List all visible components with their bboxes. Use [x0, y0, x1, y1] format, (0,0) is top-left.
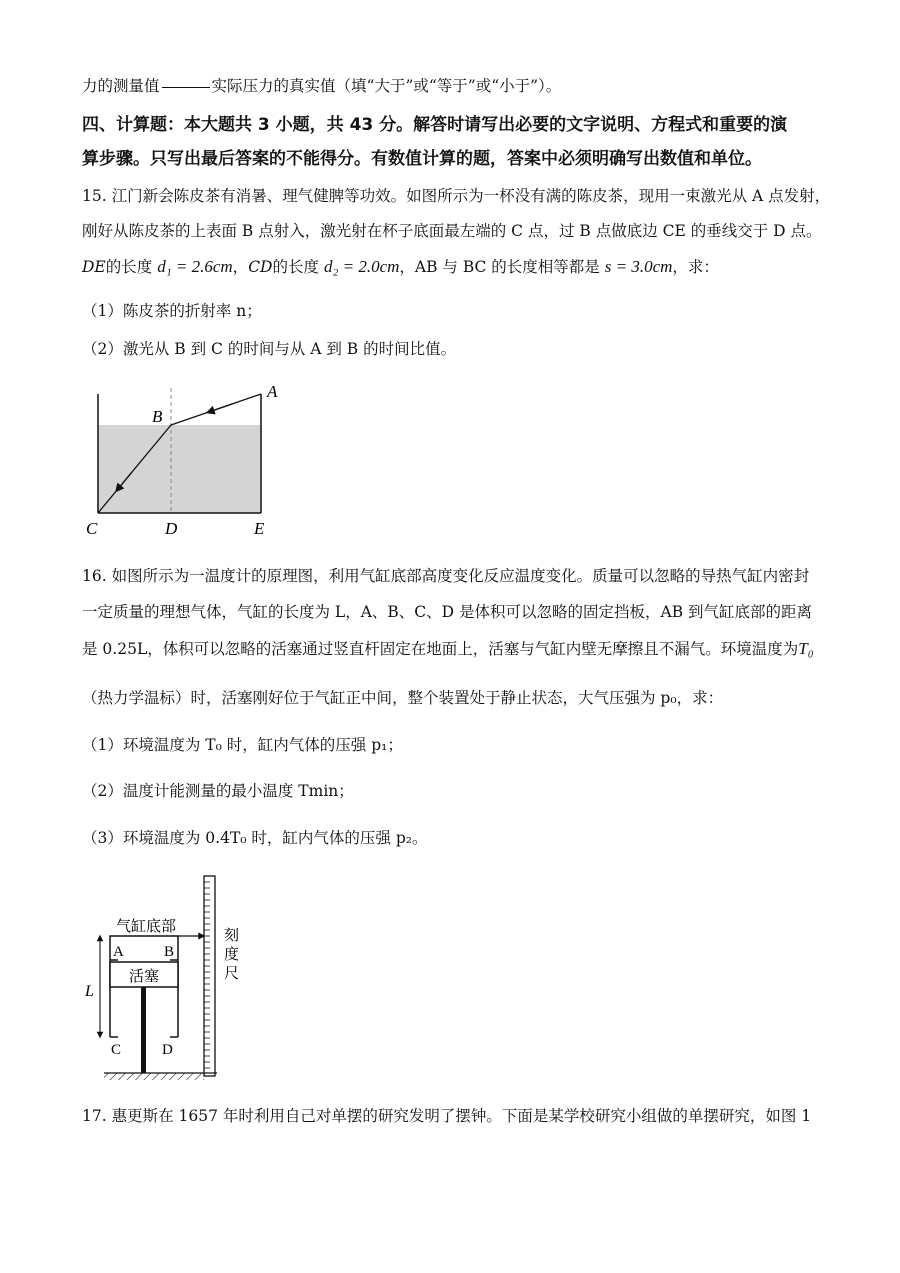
s-value: s = 3.0cm — [604, 257, 673, 276]
label-ruler-2: 度 — [224, 947, 240, 963]
label-piston: 活塞 — [129, 969, 160, 985]
q15-part2: （2）激光从 B 到 C 的时间与从 A 到 B 的时间比值。 — [82, 340, 457, 358]
label-stop-c: C — [111, 1042, 122, 1058]
label-b: B — [152, 407, 163, 426]
q16-line4: （热力学温标）时，活塞刚好位于气缸正中间，整个装置处于静止状态，大气压强为 p₀，求： — [82, 689, 724, 707]
label-d: D — [165, 519, 178, 538]
section-header-line2: 算步骤。只写出最后答案的不能得分。有数值计算的题，答案中必须明确写出数值和单位。 — [82, 149, 762, 169]
label-stop-b: B — [164, 944, 175, 960]
q15-figure — [82, 380, 292, 545]
q16-part2: （2）温度计能测量的最小温度 Tmin； — [82, 782, 354, 800]
answer-blank[interactable] — [162, 86, 210, 88]
q15-line3: DE的长度 d₁ = 2.6cm，CD的长度 d₂ = 2.0cm，AB 与 BC 的长度相等都是 s = 3.0cm，求： — [82, 257, 719, 276]
q16-line2: 一定质量的理想气体，气缸的长度为 L，A、B、C、D 是体积可以忽略的固定挡板，AB 到气缸底部的距离 — [82, 603, 813, 621]
ground-hatch — [104, 1073, 204, 1080]
tea-liquid — [98, 425, 261, 513]
q16-part1: （1）环境温度为 T₀ 时，缸内气体的压强 p₁； — [82, 736, 403, 754]
scale-ruler — [204, 876, 215, 1076]
label-ruler-1: 刻 — [224, 928, 240, 944]
q15-line1: 15. 江门新会陈皮茶有消暑、理气健脾等功效。如图所示为一杯没有满的陈皮茶，现用一束激光从 A 点发射， — [82, 187, 831, 205]
label-stop-d: D — [162, 1042, 173, 1058]
label-length: L — [85, 983, 94, 1000]
label-cylinder-bottom: 气缸底部 — [116, 919, 177, 935]
q16-figure — [82, 870, 257, 1085]
d1-value: d₁ = 2.6cm — [157, 257, 233, 276]
label-ruler-3: 尺 — [224, 966, 240, 982]
label-stop-a: A — [113, 944, 124, 960]
d2-value: d₂ = 2.0cm — [323, 257, 400, 276]
label-a: A — [267, 382, 278, 401]
q17-line1: 17. 惠更斯在 1657 年时利用自己对单摆的研究发明了摆钟。下面是某学校研究小组做的单摆研究，如图 1 — [82, 1107, 812, 1125]
section-header-line1: 四、计算题：本大题共 3 小题，共 43 分。解答时请写出必要的文字说明、方程式和重要的演 — [82, 115, 788, 135]
top-line: 力的测量值 实际压力的真实值（填“大于”或“等于”或“小于”）。 — [82, 77, 562, 95]
label-e: E — [254, 519, 265, 538]
ray-ab-arrow — [210, 404, 232, 412]
q15-line2: 刚好从陈皮茶的上表面 B 点射入，激光射在杯子底面最左端的 C 点，过 B 点做底边 CE 的垂线交于 D 点。 — [82, 222, 822, 240]
q16-part3: （3）环境温度为 0.4T₀ 时，缸内气体的压强 p₂。 — [82, 829, 428, 847]
q16-line3: 是 0.25L，体积可以忽略的活塞通过竖直杆固定在地面上，活塞与气缸内壁无摩擦且不漏气。环境温度为T₀ — [82, 639, 814, 658]
label-c: C — [86, 519, 98, 538]
q15-part1: （1）陈皮茶的折射率 n； — [82, 302, 262, 320]
q16-line1: 16. 如图所示为一温度计的原理图，利用气缸底部高度变化反应温度变化。质量可以忽略的导热气缸内密封 — [82, 567, 810, 585]
piston-rod — [141, 987, 146, 1073]
